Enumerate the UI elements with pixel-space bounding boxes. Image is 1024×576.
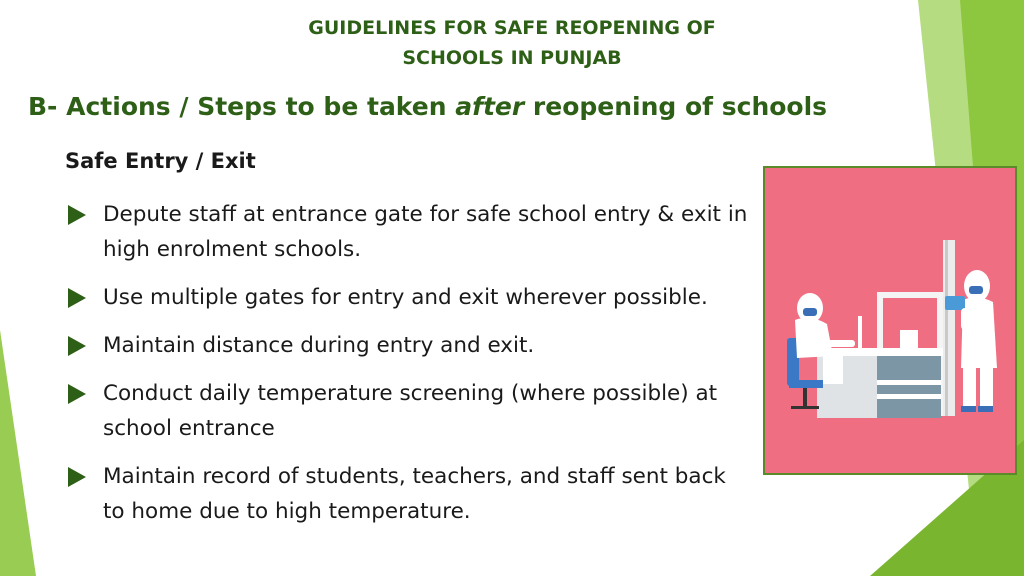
list-item [65, 459, 755, 529]
list-item [65, 280, 755, 315]
bullet-text: Depute staff at entrance gate for safe school entry & exit in high enrolment schools. [103, 202, 748, 262]
section-title-emphasis: after [455, 92, 525, 121]
bullet-text: Maintain record of students, teachers, and staff sent back to home due to high temperature. [103, 464, 726, 524]
bullet-list [65, 197, 755, 542]
triangle-bullet-icon [65, 280, 103, 314]
left-green-stripe [0, 330, 36, 576]
section-title [28, 92, 827, 121]
screening-illustration-art [765, 168, 1015, 473]
triangle-bullet-icon [65, 197, 103, 231]
section-title-prefix: B- Actions / Steps to be taken [28, 92, 456, 121]
triangle-bullet-icon [65, 376, 103, 410]
triangle-bullet-icon [65, 459, 103, 493]
list-item [65, 328, 755, 363]
presentation-header-line2: SCHOOLS IN PUNJAB [402, 47, 622, 69]
list-item [65, 376, 755, 446]
presentation-header-line1: GUIDELINES FOR SAFE REOPENING OF [308, 17, 716, 39]
screening-illustration [763, 166, 1017, 475]
bullet-text: Maintain distance during entry and exit. [103, 333, 535, 358]
list-item [65, 197, 755, 267]
bullet-text: Conduct daily temperature screening (where possible) at school entrance [103, 381, 718, 441]
section-title-suffix: reopening of schools [524, 92, 828, 121]
bullet-text: Use multiple gates for entry and exit wherever possible. [103, 285, 708, 310]
subheading-safe-entry-exit: Safe Entry / Exit [65, 149, 256, 173]
triangle-bullet-icon [65, 328, 103, 362]
